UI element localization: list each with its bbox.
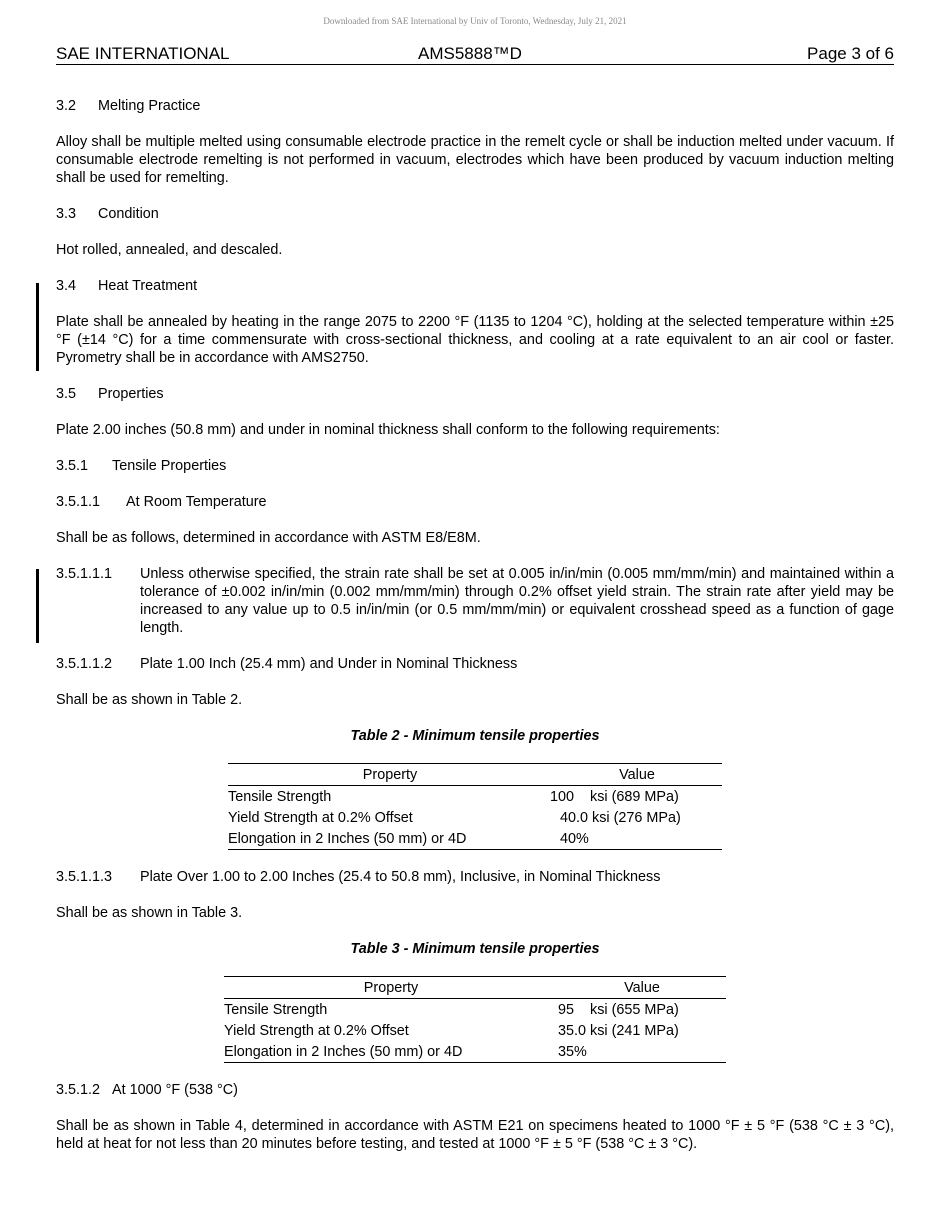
table-header-property: Property: [224, 977, 558, 999]
section-title: Melting Practice: [98, 98, 201, 114]
table-row: [224, 1041, 726, 1063]
table-row: [228, 828, 722, 850]
section-paragraph: Alloy shall be multiple melted using consumable electrode practice in the remelt cycle or shall be induction melted under vacuum. If consumable electrode remelting is not performed in vacuum, electrodes which have been produced by vacuum induction melting shall be used for remelting.: [56, 134, 894, 186]
value-text: 35%: [558, 1043, 587, 1060]
table-cell-value: [558, 999, 726, 1021]
section-title: Heat Treatment: [98, 278, 198, 294]
section-heading: [56, 655, 894, 673]
section-number: 3.5.1.1.1: [56, 566, 113, 582]
value-text: 40.0 ksi (276 MPa): [560, 809, 681, 826]
page-header: [56, 44, 894, 65]
value-text: 35.0 ksi (241 MPa): [558, 1022, 679, 1039]
table-row: [224, 1020, 726, 1041]
section-paragraph: Shall be as shown in Table 3.: [56, 905, 243, 921]
document-body: [56, 97, 894, 1153]
table-header-value: Value: [552, 764, 722, 786]
section-number: 3.2: [56, 98, 77, 114]
section-number: 3.5.1.1: [56, 494, 101, 510]
section-heading: [56, 97, 894, 115]
section-number: 3.5.1.1.3: [56, 869, 113, 885]
table-row: [224, 999, 726, 1021]
table-caption: Table 2 - Minimum tensile properties: [350, 728, 600, 744]
table-header-value: Value: [558, 977, 726, 999]
section-paragraph: Hot rolled, annealed, and descaled.: [56, 242, 283, 258]
table-cell-value: [558, 1041, 726, 1063]
revision-change-bar: [36, 569, 39, 643]
section-title: Plate Over 1.00 to 2.00 Inches (25.4 to 50.8 mm), Inclusive, in Nominal Thickness: [140, 869, 661, 885]
section-number: 3.5.1: [56, 458, 89, 474]
section-heading: [56, 868, 894, 886]
table-cell-property: Yield Strength at 0.2% Offset: [228, 809, 413, 826]
subsection-text: Unless otherwise specified, the strain rate shall be set at 0.005 in/in/min (0.005 mm/mm/min) and maintained within a tolerance of ±0.002 in/in/min (0.002 mm/mm/min) through 0.2% offset yield strain. The strain rate after yield may be increased to any value up to 0.5 in/in/min (or 0.5 mm/mm/min) or equivalent crosshead speed as a function of gage length.: [140, 566, 894, 636]
table-cell-value: [552, 807, 722, 828]
table-cell-value: [552, 786, 722, 808]
table-header-row: [224, 977, 726, 999]
table-cell-property: Elongation in 2 Inches (50 mm) or 4D: [228, 828, 552, 850]
revision-change-bar: [36, 283, 39, 371]
section-title: Plate 1.00 Inch (25.4 mm) and Under in Nominal Thickness: [140, 656, 518, 672]
section-title: At 1000 °F (538 °C): [112, 1082, 238, 1098]
table-row: [228, 786, 722, 808]
download-watermark: Downloaded from SAE International by Univ of Toronto, Wednesday, July 21, 2021: [323, 16, 627, 26]
section-title: Tensile Properties: [112, 458, 227, 474]
table-header-row: [228, 764, 722, 786]
value-text: 95 ksi (655 MPa): [558, 1001, 679, 1018]
section-heading: [56, 385, 894, 403]
value-text: 40%: [560, 830, 589, 847]
table-cell-property: Tensile Strength: [228, 788, 332, 805]
section-number: 3.3: [56, 206, 77, 222]
table-row: [228, 807, 722, 828]
section-title: Condition: [98, 206, 159, 222]
section-title: At Room Temperature: [126, 494, 267, 510]
section-heading: [56, 457, 894, 475]
table-cell-value: [552, 828, 722, 850]
table-cell-property: Tensile Strength: [224, 1001, 328, 1018]
section-number: 3.5: [56, 386, 77, 402]
section-number: 3.4: [56, 278, 77, 294]
header-document-number: AMS5888™D: [418, 44, 522, 63]
section-title: Properties: [98, 386, 164, 402]
section-paragraph: Plate shall be annealed by heating in the range 2075 to 2200 °F (1135 to 1204 °C), holding at the selected temperature within ±25 °F (±14 °C) for a time commensurate with cross-sectional thickness, and cooling at a rate equivalent to an air cool or faster. Pyrometry shall be in accordance with AMS2750.: [56, 314, 894, 366]
table-cell-property: Yield Strength at 0.2% Offset: [224, 1022, 409, 1039]
table-header-property: Property: [228, 764, 552, 786]
section-heading: [56, 1081, 894, 1099]
section-paragraph: Shall be as shown in Table 4, determined in accordance with ASTM E21 on specimens heated to 1000 °F ± 5 °F (538 °C ± 3 °C), held at heat for not less than 20 minutes before testing, and tested at 1000 °F ± 5 °F (538 °C ± 3 °C).: [56, 1118, 894, 1152]
section-paragraph: Shall be as follows, determined in accordance with ASTM E8/E8M.: [56, 530, 481, 546]
header-organization: SAE INTERNATIONAL: [56, 44, 230, 63]
table-cell-property: Elongation in 2 Inches (50 mm) or 4D: [224, 1041, 558, 1063]
section-number: 3.5.1.1.2: [56, 656, 113, 672]
section-heading: [56, 493, 894, 511]
tensile-properties-table-3: [224, 976, 726, 1063]
value-text: 100 ksi (689 MPa): [550, 788, 679, 805]
section-paragraph: Shall be as shown in Table 2.: [56, 692, 243, 708]
section-number: 3.5.1.2: [56, 1082, 101, 1098]
section-heading: [56, 277, 894, 295]
table-caption: Table 3 - Minimum tensile properties: [350, 941, 600, 957]
subsection-paragraph: [56, 565, 894, 637]
table-cell-value: [558, 1020, 726, 1041]
section-heading: [56, 205, 894, 223]
section-paragraph: Plate 2.00 inches (50.8 mm) and under in nominal thickness shall conform to the following requirements:: [56, 422, 720, 438]
tensile-properties-table-2: [228, 763, 722, 850]
header-page-number: Page 3 of 6: [807, 44, 894, 63]
